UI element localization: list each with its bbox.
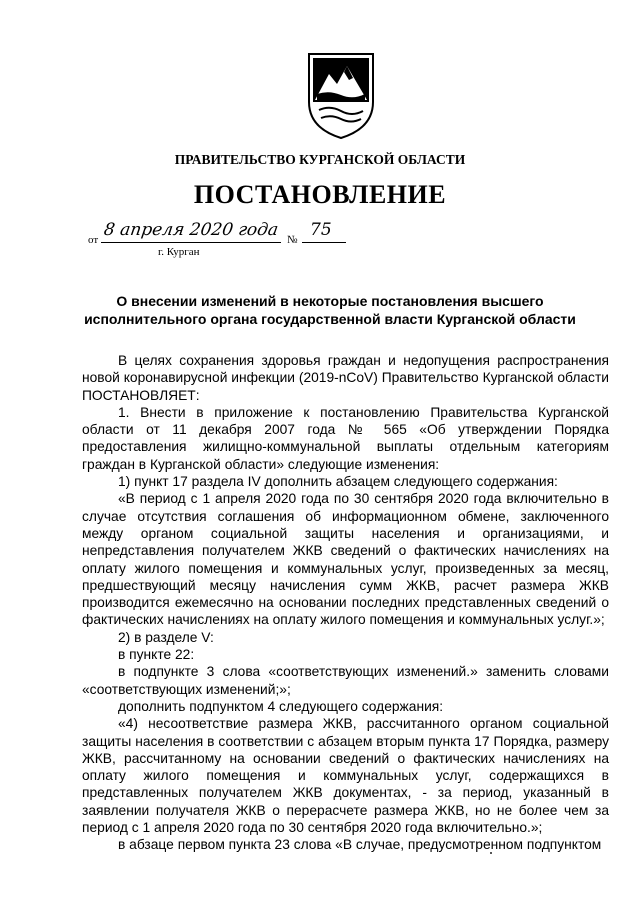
paragraph: в пункте 22:	[118, 647, 195, 663]
city-label: г. Курган	[158, 246, 200, 258]
paragraph: в абзаце первом пункта 23 слова «В случае, предусмотренном подпунктом	[118, 837, 602, 853]
paragraph: В целях сохранения здоровья граждан и недопущения распространения новой коронавирусной инфекции (2019-nCoV) Правительство Курганской области ПОСТАНОВЛЯЕТ:	[82, 353, 609, 403]
from-label: от	[88, 234, 99, 246]
dateline	[88, 220, 348, 264]
paragraph: «В период с 1 апреля 2020 года по 30 сентября 2020 года включительно в случае отсутствия соглашения об информационном обмене, заключенного между органом социальной защиты населения и организациями, и непредставления получателем ЖКВ сведений о фактических начислениях на оплату жилого помещения и коммунальных услуг, произведенных за месяц, предшествующий месяцу начисления сумм ЖКВ, расчет размера ЖКВ производится ежемесячно на основании последних представленных сведений о фактических начислениях на оплату жилого помещения и коммунальных услуг.»;	[82, 491, 609, 628]
paragraph: 1) пункт 17 раздела IV дополнить абзацем следующего содержания:	[118, 474, 558, 490]
date-underline	[101, 242, 281, 243]
document-subject: О внесении изменений в некоторые постановления высшего исполнительного органа государственной власти Курганской области	[84, 293, 576, 327]
government-name: ПРАВИТЕЛЬСТВО КУРГАНСКОЙ ОБЛАСТИ	[174, 152, 466, 167]
paragraph: «4) несоответствие размера ЖКВ, рассчитанного органом социальной защиты населения в соответствии с абзацем вторым пункта 17 Порядка, размеру ЖКВ, рассчитанному на основании сведений о фактических начислениях на оплату жилого помещения и коммунальных услуг, содержащихся в представленных получателем ЖКВ документах, - за период, указанный в заявлении получателя ЖКВ о перерасчете размера ЖКВ, но не более чем за период с 1 апреля 2020 года по 30 сентября 2020 года включительно.»;	[82, 716, 609, 836]
paragraph: в подпункте 3 слова «соответствующих изменений.» заменить словами «соответствующих изменений;»;	[82, 664, 609, 697]
paragraph: 2) в разделе V:	[118, 629, 214, 645]
document-body	[82, 352, 609, 854]
coat-of-arms-icon	[303, 50, 379, 140]
handwritten-date: 8 апреля 2020 года	[102, 220, 280, 240]
number-underline	[302, 242, 346, 243]
paragraph: 1. Внести в приложение к постановлению Правительства Курганской области от 11 декабря 2007 года № 565 «Об утверждении Порядка предоставления жилищно-коммунальной выплаты отдельным категориям граждан в Курганской области» следующие изменения:	[82, 404, 609, 472]
paragraph: дополнить подпунктом 4 следующего содержания:	[118, 698, 444, 714]
handwritten-number: 75	[310, 220, 332, 240]
scan-speck	[490, 852, 492, 854]
document-type-title: ПОСТАНОВЛЕНИЕ	[193, 180, 447, 209]
number-label: №	[287, 234, 298, 246]
